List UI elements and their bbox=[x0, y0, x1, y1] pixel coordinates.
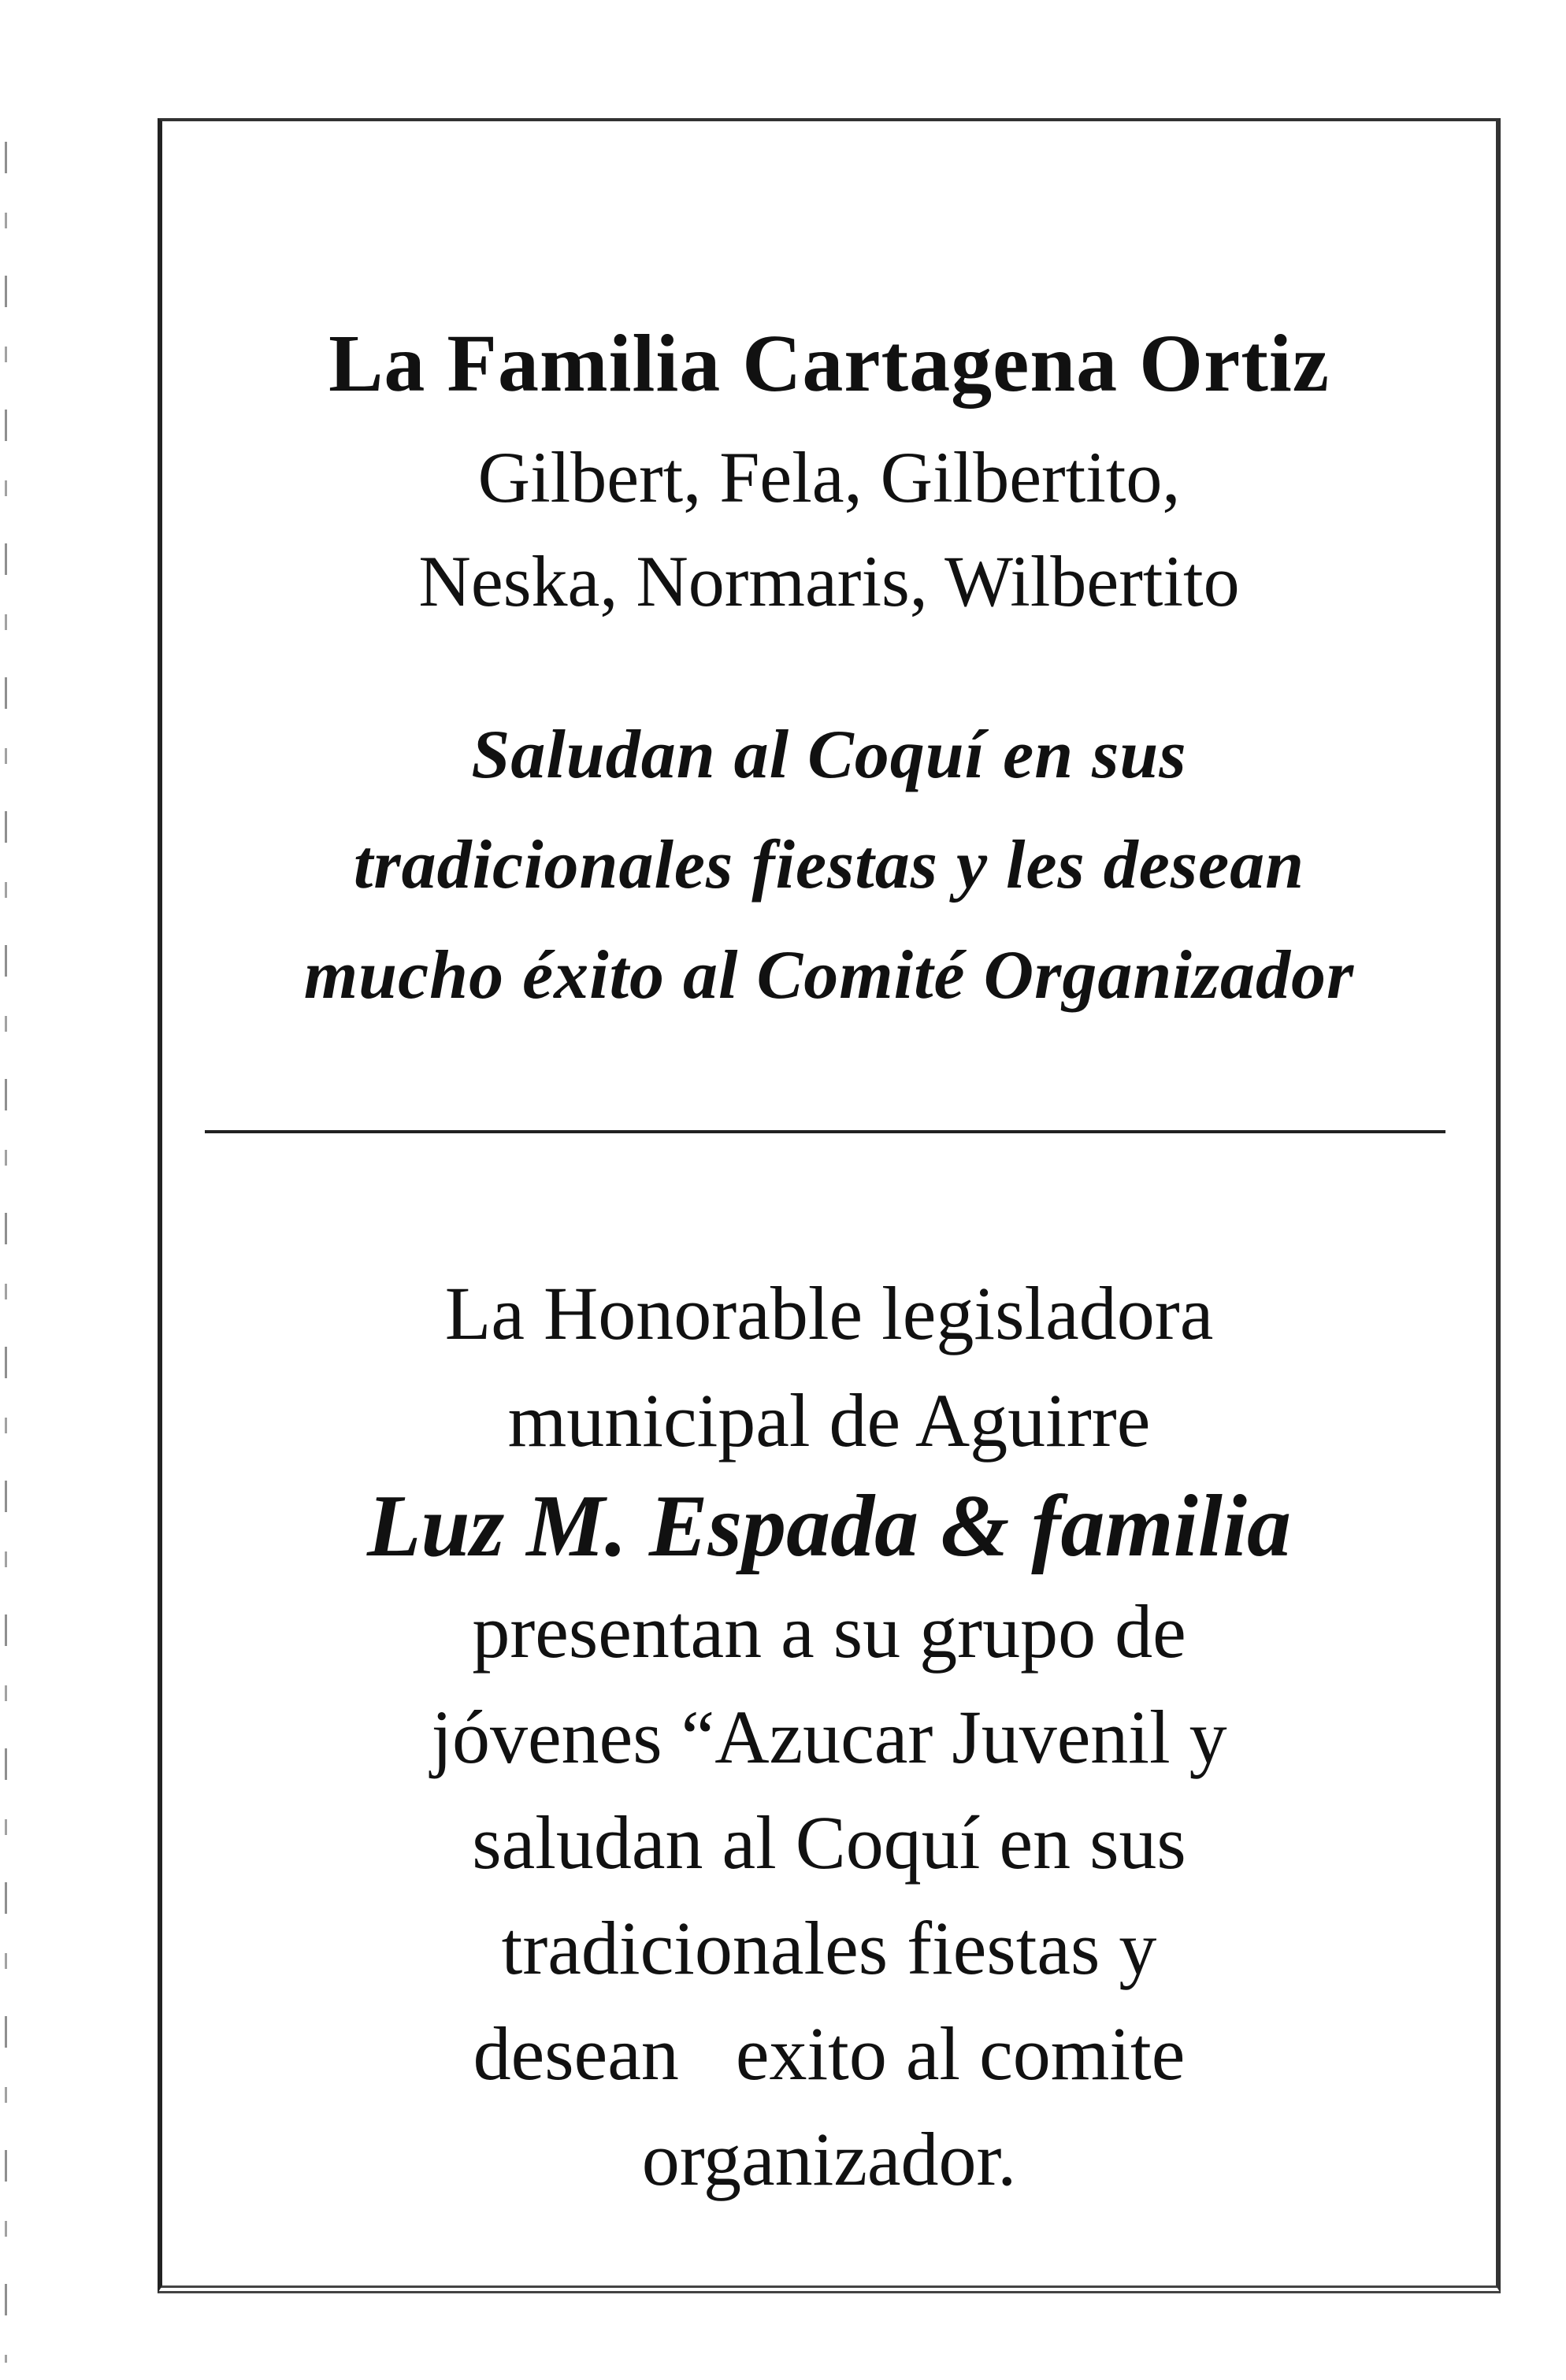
ad-bottom-line6: tradicionales fiestas y bbox=[501, 1906, 1157, 1990]
ad-bottom-line7: desean exito al comite bbox=[473, 2011, 1186, 2096]
ad-bottom-line4: jóvenes “Azucar Juvenil y bbox=[431, 1695, 1227, 1779]
ad-bottom bbox=[158, 1271, 1501, 2201]
ad-top-names-line2: Neska, Normaris, Wilbertito bbox=[418, 541, 1240, 621]
ad-bottom-line1: La Honorable legisladora bbox=[444, 1271, 1214, 1355]
ad-top-message-line2: tradicionales fiestas y les desean bbox=[353, 827, 1305, 903]
ad-bottom-line5: saludan al Coquí en sus bbox=[472, 1800, 1186, 1885]
ad-bottom-name: Luz M. Espada & familia bbox=[366, 1477, 1292, 1575]
section-divider bbox=[205, 1130, 1445, 1133]
ad-bottom-line3: presentan a su grupo de bbox=[472, 1589, 1186, 1674]
ad-top bbox=[158, 318, 1501, 409]
ad-bottom-line8: organizador. bbox=[641, 2117, 1017, 2201]
ad-bottom-line2: municipal de Aguirre bbox=[507, 1378, 1151, 1462]
ad-top-title: La Familia Cartagena Ortiz bbox=[328, 318, 1330, 409]
ad-top-names-line1: Gilbert, Fela, Gilbertito, bbox=[477, 437, 1181, 517]
ad-top-names bbox=[158, 437, 1501, 621]
ad-top-message bbox=[158, 717, 1501, 1014]
ad-top-message-line1: Saludan al Coquí en sus bbox=[471, 717, 1187, 793]
ad-top-message-line3: mucho éxito al Comité Organizador bbox=[303, 937, 1355, 1014]
scan-edge-mark bbox=[5, 142, 7, 2363]
